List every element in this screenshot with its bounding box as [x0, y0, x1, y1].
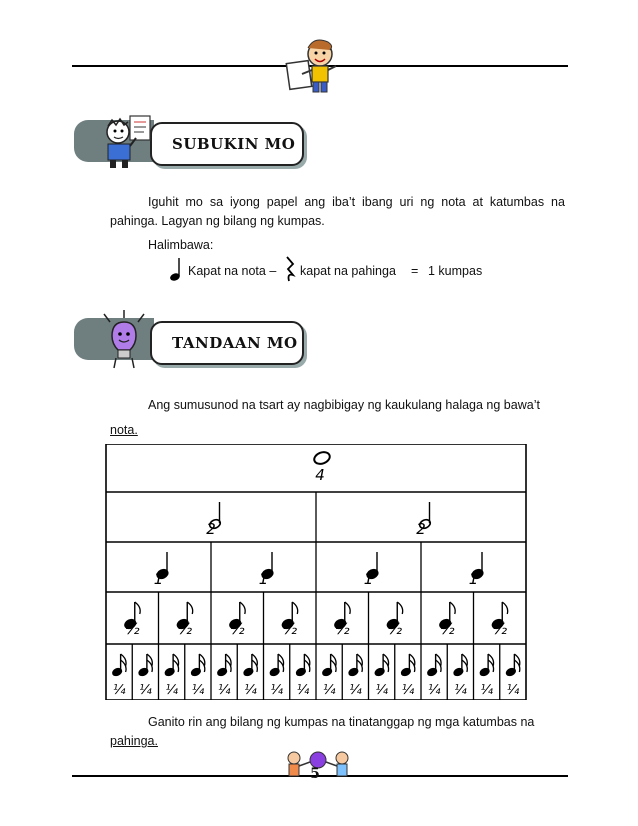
sixteenth-note-icon — [322, 654, 336, 677]
sixteenth-note-value: ¼ — [454, 683, 467, 698]
eighth-note-value: ½ — [439, 620, 455, 638]
sixteenth-note-value: ¼ — [375, 683, 388, 698]
note-value-chart — [104, 444, 534, 700]
quarter-note-value: 1 — [363, 570, 374, 588]
quarter-note-value: 1 — [153, 570, 164, 588]
instruction-line-1: Iguhit mo sa iyong papel ang iba’t ibang uri ng nota at katumbas na — [148, 195, 565, 209]
quarter-note-value: 1 — [258, 570, 269, 588]
sixteenth-note-icon — [296, 654, 310, 677]
sixteenth-note-value: ¼ — [349, 683, 362, 698]
eighth-note-value: ½ — [177, 620, 193, 638]
sixteenth-note-icon — [453, 654, 467, 677]
sixteenth-note-icon — [217, 654, 231, 677]
sixteenth-note-icon — [479, 654, 493, 677]
sixteenth-note-value: ¼ — [480, 683, 493, 698]
sixteenth-note-value: ¼ — [139, 683, 152, 698]
example-equals: = — [411, 264, 419, 278]
sixteenth-note-value: ¼ — [401, 683, 415, 698]
half-note-value: 2 — [206, 520, 216, 538]
sixteenth-note-icon — [506, 654, 520, 677]
tandaan-title: TANDAAN MO — [172, 334, 298, 352]
example-rest-text: kapat na pahinga — [300, 264, 396, 278]
half-note-value: 2 — [416, 520, 426, 538]
eighth-note-value: ½ — [229, 620, 245, 638]
sixteenth-note-value: ¼ — [427, 683, 441, 698]
sixteenth-note-icon — [401, 654, 415, 677]
sixteenth-note-value: ¼ — [244, 683, 257, 698]
sixteenth-note-icon — [427, 654, 441, 677]
tandaan-line-2: nota. — [110, 423, 138, 437]
sixteenth-note-icon — [112, 654, 126, 677]
sixteenth-note-value: ¼ — [322, 683, 336, 698]
quarter-note-value: 1 — [468, 570, 479, 588]
cartoon-boy-icon — [284, 36, 344, 96]
cartoon-student-icon — [96, 112, 158, 170]
instruction-line-2: pahinga. Lagyan ng bilang ng kumpas. — [110, 214, 325, 228]
example-note-text: Kapat na nota – — [188, 264, 277, 278]
eighth-note-value: ½ — [334, 620, 350, 638]
sixteenth-note-value: ¼ — [506, 683, 520, 698]
sixteenth-note-value: ¼ — [112, 683, 126, 698]
whole-note-value: 4 — [315, 466, 325, 484]
eighth-note-value: ½ — [124, 620, 140, 638]
tandaan-line-1: Ang sumusunod na tsart ay nagbibigay ng kaukulang halaga ng bawa’t — [148, 398, 540, 412]
sixteenth-note-value: ¼ — [270, 683, 283, 698]
closing-line-2: pahinga. — [110, 734, 158, 748]
sixteenth-note-icon — [243, 654, 257, 677]
example-result: 1 kumpas — [428, 264, 483, 278]
eighth-note-value: ½ — [387, 620, 403, 638]
page-number: 5 — [310, 766, 320, 782]
sixteenth-note-value: ¼ — [217, 683, 231, 698]
lightbulb-icon — [100, 310, 148, 370]
closing-line-1: Ganito rin ang bilang ng kumpas na tinatanggap ng mga katumbas na — [148, 715, 535, 729]
whole-note-icon — [313, 450, 332, 466]
sixteenth-note-icon — [348, 654, 362, 677]
sixteenth-note-icon — [191, 654, 205, 677]
sixteenth-note-icon — [138, 654, 152, 677]
quarter-rest-icon — [283, 255, 297, 283]
eighth-note-value: ½ — [282, 620, 298, 638]
sixteenth-note-icon — [269, 654, 283, 677]
sixteenth-note-value: ¼ — [165, 683, 178, 698]
subukin-title: SUBUKIN MO — [172, 135, 296, 153]
sixteenth-note-icon — [374, 654, 388, 677]
sixteenth-note-value: ¼ — [296, 683, 310, 698]
sixteenth-note-icon — [164, 654, 178, 677]
eighth-note-value: ½ — [492, 620, 508, 638]
example-label: Halimbawa: — [148, 238, 214, 252]
sixteenth-note-value: ¼ — [191, 683, 205, 698]
quarter-note-icon — [168, 256, 182, 282]
